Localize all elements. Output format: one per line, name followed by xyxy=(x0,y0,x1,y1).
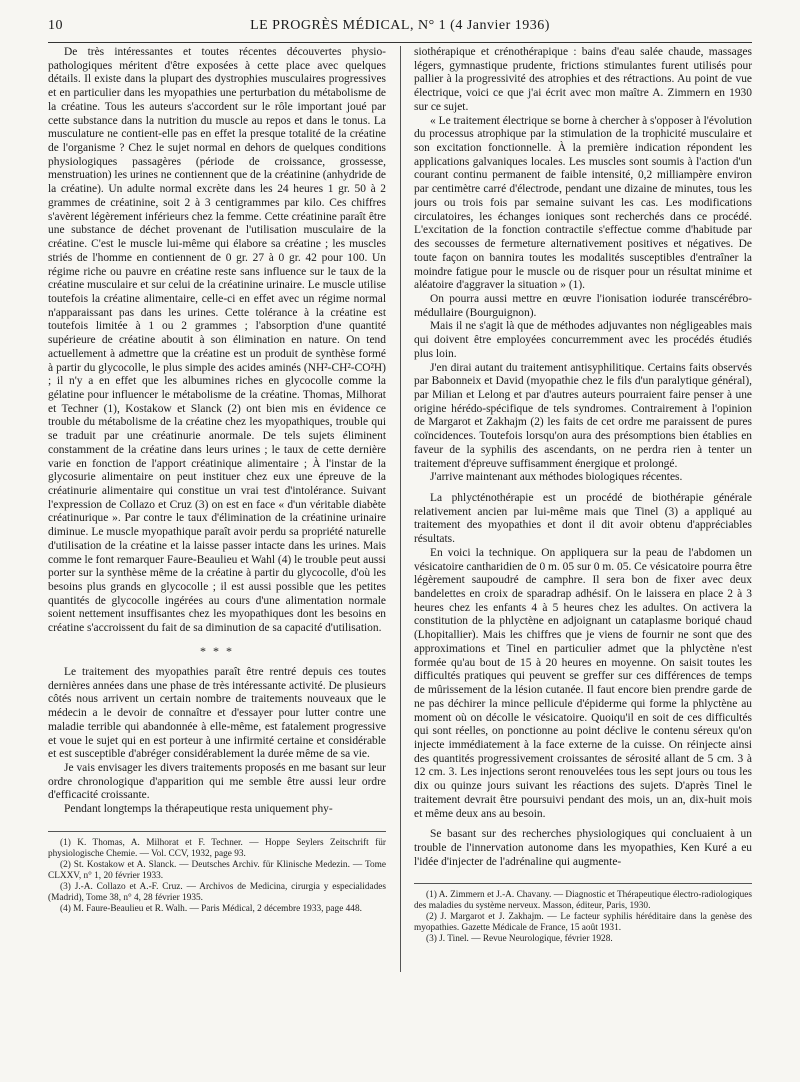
paragraph: J'arrive maintenant aux méthodes biologiques récentes. xyxy=(430,471,683,484)
paragraph: On pourra aussi mettre en œuvre l'ionisation iodurée transcérébro-médullaire (Bourguignon). xyxy=(414,292,752,319)
footnote: (3) J. Tinel. — Revue Neurologique, février 1928. xyxy=(426,934,613,945)
footnote: (2) J. Margarot et J. Zakhajm. — Le facteur syphilis héréditaire dans la genèse des myopathies. Gazette Médicale de France, 15 août 1931. xyxy=(414,912,752,934)
footnote: (1) K. Thomas, A. Milhorat et F. Techner. — Hoppe Seylers Zeitschrift für physiologische Chemie. — Vol. CCV, 1932, page 93. xyxy=(48,837,386,859)
footnotes xyxy=(414,883,752,945)
spacer xyxy=(414,821,752,828)
asterism: * * * xyxy=(200,643,234,658)
paragraph: Le traitement des myopathies paraît être rentré depuis ces toutes dernières années dans une phase de très intéressante activité. De plusieurs côtés nous arrivent un certain nombre de traitements nouveaux que le médecin a le devoir de connaître et d'essayer pour lutter contre une maladie terrible qui abandonnée à elle-même, est fatalement progressive et voue le sujet qui en est porteur à une infirmité certaine et considérable et est susceptible d'abréger considérablement la durée même de sa vie. xyxy=(48,665,386,761)
paragraph: En voici la technique. On appliquera sur la peau de l'abdomen un vésicatoire cantharidien de 0 m. 05 sur 0 m. 05. Ce vésicatoire pourra être légèrement saupoudré de camphre. Il sera bon de fixer avec deux bandelettes en croix de sparadrap adhésif. On le laissera en place 2 à 3 heures chez les enfants 4 à 5 heures chez les adultes. On activera la constitution de la phlyctène en adjoignant un cataplasme boriqué chaud (Lhopitallier). Mais les chiffres que je viens de fournir ne sont que des approximations et Tinel en particulier admet que la phlyctène n'est formée qu'au bout de 15 à 20 heures en moyenne. On saisit toutes les difficultés pratiques qui peuvent se greffer sur ces différences de temps de mûrissement de la lésion cutanée. Il faut encore bien prendre garde de ne pas déchirer la mince pellicule d'épiderme qui forme la phlyctène au moment où on décolle le vésicatoire. Quoiqu'il en soit de ces difficultés qui sont réelles, on ponctionne au point déclive le contenu séreux qu'on injecte immédiatement à la face externe de la cuisse. On réinjecte ainsi des quantités progressivement croissantes de sérosité allant de 5 cm. 3 à 12 cm. 3. Les injections seront renouvelées tous les sept jours ou tous les dix ou quinze jours suivant les réactions des sujets. D'après Tinel le traitement devrait être poursuivi pendant des mois, un an, dix-huit mois et même deux ans au besoin. xyxy=(414,546,752,820)
column-divider xyxy=(400,46,401,972)
right-column xyxy=(414,46,752,1060)
footnote: (3) J.-A. Collazo et A.-F. Cruz. — Archivos de Medicina, cirurgia y especialidades (Madrid), Tome 38, n° 4, 28 février 1935. xyxy=(48,881,386,903)
running-header xyxy=(48,18,752,38)
spacer xyxy=(414,485,752,492)
paragraph: « Le traitement électrique se borne à chercher à s'opposer à l'évolution du processus atrophique par la stimulation de la trophicité musculaire et son excitation fonctionnelle. À la première indication répondent les applications galvaniques locales. Les muscles sont soumis à l'action d'un courant continu permanent de faible intensité, 0,2 milliampère environ par centimètre carré d'électrode, pendant une dizaine de minutes, tous les jours ou trois fois par semaine suivant les cas. Les modifications circulatoires, les échanges ioniques sont recherchés dans ce procédé. L'excitation de la fonction contractile s'effectue comme d'habitude par des secousses de fermeture alternativement positives et négatives. De toute façon on bannira toutes les modalités susceptibles d'entraîner la moindre fatigue pour le muscle ou de risquer pour un résultat minime et aléatoire d'aggraver la situation » (1). xyxy=(414,114,752,292)
footnote: (2) St. Kostakow et A. Slanck. — Deutsches Archiv. für Klinische Medezin. — Tome CLXXV, n° 1, 20 février 1933. xyxy=(48,859,386,881)
journal-title: LE PROGRÈS MÉDICAL, N° 1 (4 Janvier 1936) xyxy=(250,18,550,33)
paragraph: Je vais envisager les divers traitements proposés en me basant sur leur ordre chronologique d'apparition qui me semble être aussi leur ordre d'efficacité croissante. xyxy=(48,761,386,802)
left-column xyxy=(48,46,386,1060)
footnote: (4) M. Faure-Beaulieu et R. Walh. — Paris Médical, 2 décembre 1933, page 448. xyxy=(60,903,362,914)
page-number: 10 xyxy=(48,18,63,33)
paragraph: Pendant longtemps la thérapeutique resta uniquement phy- xyxy=(64,803,333,816)
footnotes xyxy=(48,831,386,915)
paragraph: Se basant sur des recherches physiologiques qui concluaient à un trouble de l'innervation autonome dans les myopathies, Ken Kuré a eu l'idée d'injecter de l'adrénaline qui augmente- xyxy=(414,828,752,868)
paragraph: siothérapique et crénothérapique : bains d'eau salée chaude, massages légers, gymnastique prudente, frictions stimulantes furent utilisés pour pallier à la progressivité des atrophies et des rétractions. Au point de vue électrique, voici ce que j'ai écrit avec mon maître A. Zimmern en 1930 sur ce sujet. xyxy=(414,46,752,113)
paragraph: La phlycténothérapie est un procédé de biothérapie générale relativement ancien par lui-même mais que Tinel (3) a appliqué au traitement des myopathies et dont il dit avoir obtenu d'appréciables résultats. xyxy=(414,492,752,546)
paragraph: J'en dirai autant du traitement antisyphilitique. Certains faits observés par Babonneix et David (myopathie chez le fils d'un paralytique général), par Milian et Lelong et par d'autres auteurs pourraient faire penser à une origine hérédo-spécifique de tels syndromes. Contrairement à l'opinion de Margarot et Zakhajm (2) les faits de cet ordre me paraissent de pures coïncidences. Toutefois lorsqu'on aura des présomptions bien établies en faveur de la syphilis des ascendants, on ne perdra rien à tenter un traitement d'épreuve suffisamment énergique et prolongé. xyxy=(414,361,752,470)
header-rule xyxy=(48,42,752,43)
paragraph: De très intéressantes et toutes récentes découvertes physio-pathologiques méritent d'être exposées à cette place avec quelques détails. Il existe dans la plupart des dystrophies musculaires progressives et en particulier dans les myopathies une perturbation du métabolisme de la créatine. Tous les auteurs s'accordent sur le rôle important joué par cette substance dans la nutrition du muscle au repos et dans le tonus. La musculature ne contient-elle pas en effet la presque totalité de la créatine de l'organisme ? Chez le sujet normal en dehors de quelques conditions physiologiques passagères (période de croissance, grossesse, menstruation) les urines ne contiennent que de la créatinine (anhydride de la créatine). Un adulte normal excrète dans les 24 heures 1 gr. 50 à 2 grammes de créatinine, soit 2 à 3 centigrammes par kilo. Ces chiffres s'avèrent légèrement inférieurs chez la femme. Cette créatinine paraît être une substance de déchet provenant de l'utilisation musculaire de la créatine. C'est le muscle lui-même qui élabore sa créatine ; les muscles striés de l'homme en contiennent de 0 gr. 27 à 0 gr. 42 pour 100. Un régime riche ou pauvre en créatine reste sans influence sur le taux de la créatine musculaire et sur celui de la créatinine urinaire. Le muscle utilise toutefois la créatine alimentaire, celle-ci en effet avec un régime normal n'apparaissant pas dans les urines. Cette tolérance à la créatine est toutefois limitée à 1 ou 2 grammes ; l'absorption d'une quantité supérieure de créatine aboutit à son élimination en nature. On tend actuellement à admettre que la créatine est un produit de synthèse formé à partir du glycocolle, le plus simple des acides aminés (NH²-CH²-CO²H) ; il n'y a en effet que les albumines riches en glycocolle comme la gélatine pour influencer le métabolisme de la créatine. Thomas, Milhorat et Techner (1), Kostakow et Slanck (2) ont bien mis en évidence ce trouble du métabolisme de la créatine chez les myopathiques, trouble qui se traduit par une créatinurie anormale. De tels sujets éliminent constamment de la créatine dans leurs urines ; le taux de cette dernière varie en fonction de l'apport créatinique alimentaire ; À l'instar de la glycosurie alimentaire on peut instituer chez eux une épreuve de la créatinurie alimentaire qui constitue un vrai test d'intolérance. Suivant l'expression de Collazo et Cruz (3) on est en face « d'un véritable diabète créatinurique ». Par contre le taux d'élimination de la créatinine urinaire diminue. Le muscle myopathique paraît avoir perdu sa propriété naturelle d'utilisation de la créatine et la laisse passer intacte dans les urines. Mais comme le font remarquer Faure-Beaulieu et Wahl (4) le trouble peut aussi porter sur la synthèse même de la créatine à partir du glycocolle, d'où les besoins plus grands en glycocolle ; il est aussi possible que les petites quantités de glycocolle ingérées au cours d'une alimentation normale soient nettement insuffisantes chez les myopathiques dont les besoins en créatine s'accroissent du fait de sa diminution de sa capacité d'utilisation. xyxy=(48,46,386,635)
paragraph: Mais il ne s'agit là que de méthodes adjuvantes non négligeables mais qui doivent être employées concurremment avec les procédés étudiés plus loin. xyxy=(414,320,752,360)
footnote: (1) A. Zimmern et J.-A. Chavany. — Diagnostic et Thérapeutique électro-radiologiques des maladies du système nerveux. Masson, éditeur, Paris, 1930. xyxy=(414,890,752,912)
